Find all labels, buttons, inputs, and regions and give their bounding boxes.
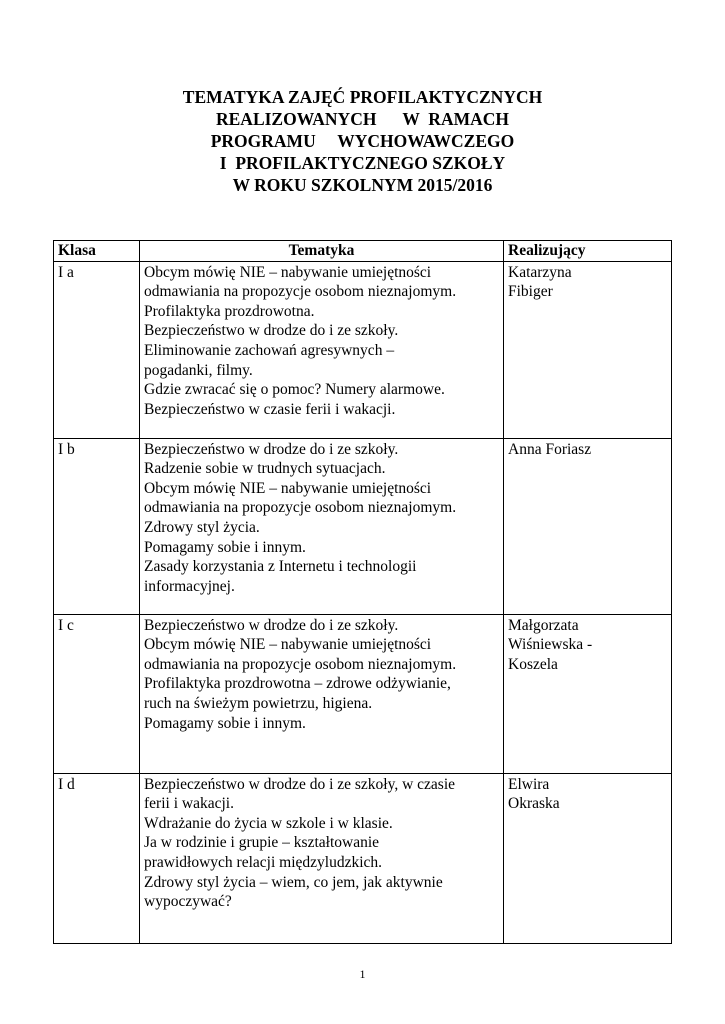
cell-tematyka [140, 773, 504, 943]
cell-realizujacy [504, 773, 672, 943]
person-name-line: Małgorzata [508, 616, 579, 634]
topic-line: Obcym mówię NIE – nabywanie umiejętności [144, 479, 432, 497]
table-row [54, 261, 672, 438]
topic-line: Bezpieczeństwo w drodze do i ze szkoły. [144, 440, 399, 458]
page-number: 1 [359, 967, 366, 981]
header-tematyka: Tematyka [140, 241, 504, 262]
topic-line: pogadanki, filmy. [144, 361, 253, 379]
person-name-line: Elwira [508, 775, 550, 793]
title-line-5: W ROKU SZKOLNYM 2015/2016 [232, 175, 493, 195]
topic-line: informacyjnej. [144, 577, 235, 595]
table-body [54, 261, 672, 943]
topic-line: Pomagamy sobie i innym. [144, 538, 306, 556]
topic-line: Bezpieczeństwo w drodze do i ze szkoły. [144, 616, 399, 634]
person-name-line: Katarzyna [508, 263, 572, 281]
table-row [54, 773, 672, 943]
person-name-line: Fibiger [508, 283, 553, 301]
topic-line: Bezpieczeństwo w drodze do i ze szkoły, w czasie [144, 775, 456, 793]
cell-tematyka [140, 438, 504, 614]
topic-line: odmawiania na propozycje osobom nieznajomym. [144, 283, 457, 301]
person-name-line: Wiśniewska - [508, 636, 593, 654]
person-name-line: Anna Foriasz [508, 440, 592, 458]
title-line-3: PROGRAMU WYCHOWAWCZEGO [210, 131, 515, 151]
topic-line: prawidłowych relacji międzyludzkich. [144, 853, 383, 871]
topic-line: Gdzie zwracać się o pomoc? Numery alarmowe. [144, 381, 445, 399]
topic-line: Obcym mówię NIE – nabywanie umiejętności [144, 263, 432, 281]
topic-line: ferii i wakacji. [144, 795, 234, 813]
document-title [0, 86, 725, 196]
person-name-line: Okraska [508, 795, 560, 813]
cell-klasa: I d [54, 773, 140, 943]
topic-line: Eliminowanie zachowań agresywnych – [144, 341, 395, 359]
cell-realizujacy [504, 438, 672, 614]
topic-line: Zdrowy styl życia – wiem, co jem, jak aktywnie [144, 873, 443, 891]
table-header-row [54, 241, 672, 262]
topic-line: ruch na świeżym powietrzu, higiena. [144, 694, 373, 712]
cell-klasa: I a [54, 261, 140, 438]
topic-line: Zasady korzystania z Internetu i technologii [144, 558, 417, 576]
topic-line: Zdrowy styl życia. [144, 518, 260, 536]
header-klasa: Klasa [54, 241, 140, 262]
topic-line: Bezpieczeństwo w czasie ferii i wakacji. [144, 400, 396, 418]
topic-line: Wdrażanie do życia w szkole i w klasie. [144, 814, 393, 832]
topic-line: Obcym mówię NIE – nabywanie umiejętności [144, 636, 432, 654]
topic-line: Profilaktyka prozdrowotna. [144, 302, 315, 320]
topic-line: Profilaktyka prozdrowotna – zdrowe odżywianie, [144, 675, 451, 693]
cell-klasa: I b [54, 438, 140, 614]
cell-realizujacy [504, 614, 672, 773]
title-line-2: REALIZOWANYCH W RAMACH [216, 109, 509, 129]
cell-realizujacy [504, 261, 672, 438]
topics-table [53, 240, 672, 944]
topic-line: Pomagamy sobie i innym. [144, 714, 306, 732]
topic-line: Ja w rodzinie i grupie – kształtowanie [144, 834, 380, 852]
cell-tematyka [140, 261, 504, 438]
table-row [54, 614, 672, 773]
topic-line: odmawiania na propozycje osobom nieznajomym. [144, 499, 457, 517]
person-name-line: Koszela [508, 655, 558, 673]
cell-tematyka [140, 614, 504, 773]
title-line-1: TEMATYKA ZAJĘĆ PROFILAKTYCZNYCH [182, 87, 543, 107]
topic-line: Bezpieczeństwo w drodze do i ze szkoły. [144, 322, 399, 340]
title-line-4: I PROFILAKTYCZNEGO SZKOŁY [219, 153, 506, 173]
header-realizujacy: Realizujący [504, 241, 672, 262]
topic-line: odmawiania na propozycje osobom nieznajomym. [144, 655, 457, 673]
cell-klasa: I c [54, 614, 140, 773]
table-row [54, 438, 672, 614]
topic-line: Radzenie sobie w trudnych sytuacjach. [144, 460, 386, 478]
topic-line: wypoczywać? [144, 893, 232, 911]
